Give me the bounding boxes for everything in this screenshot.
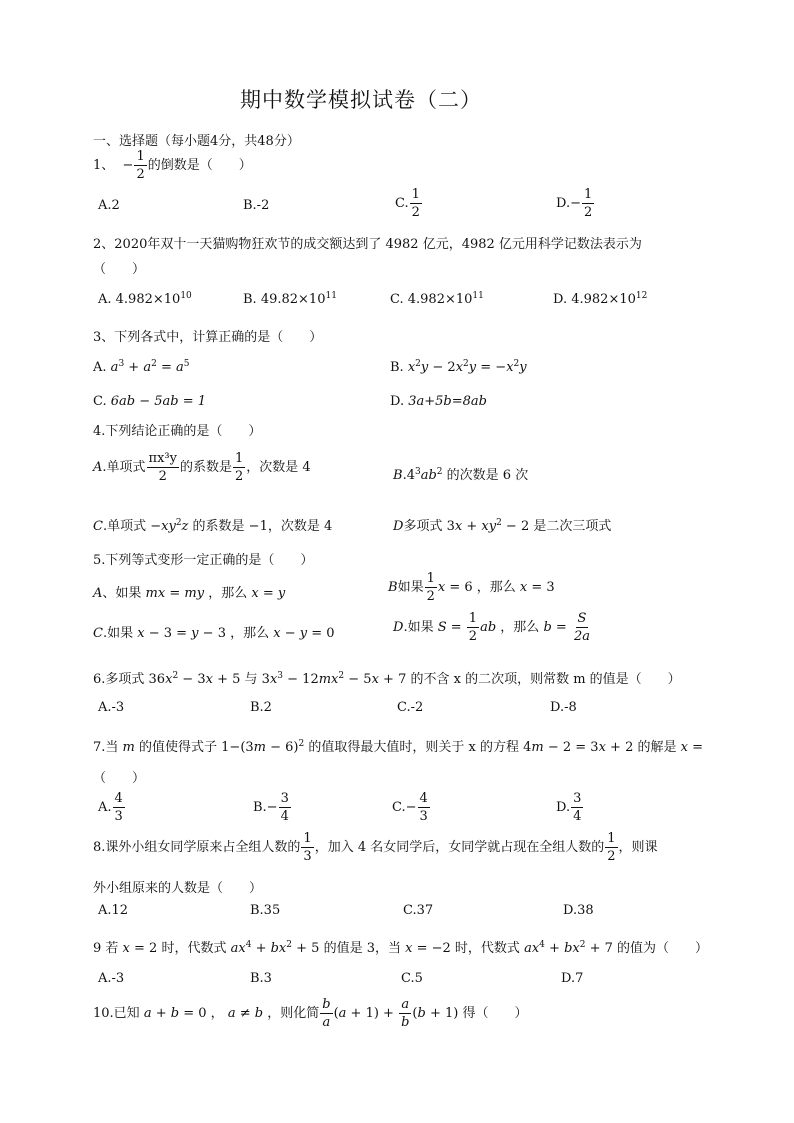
q9-option-b: B.3 xyxy=(250,971,272,986)
q6-option-c: C.-2 xyxy=(397,700,424,715)
q7-option-a: A. $\frac{4}{3}$ xyxy=(98,791,123,824)
q2-option-a: A. $4.982\times 10^{10}$ xyxy=(98,291,192,307)
q4-option-a: A.单项式 $\frac{\text{πx³y}}{2}$ 的系数是 $\frac{1}{2}$ ，次数是 4 xyxy=(93,451,311,484)
q8-option-d: D.38 xyxy=(563,903,594,918)
q3-option-a: A. $a^3 + a^2 = a^5$ xyxy=(93,359,190,375)
q7-option-d: D. $\frac{3}{4}$ xyxy=(556,791,582,824)
fraction: $\frac{\text{πx³y}}{2}$ xyxy=(148,451,177,484)
question-3: 3、下列各式中，计算正确的是（ ） xyxy=(93,330,323,345)
q8-option-b: B.35 xyxy=(250,903,281,918)
q8-option-a: A.12 xyxy=(98,903,129,918)
q5-option-c: C.如果 x − 3 = y − 3 ，那么 x − y = 0 xyxy=(93,626,335,641)
q9-option-a: A.-3 xyxy=(98,971,125,986)
q1-option-d: D.− $\frac{1}{2}$ xyxy=(556,187,593,220)
q4-option-c: C.单项式 $-xy^2z$ 的系数是 −1，次数是 4 xyxy=(93,518,333,534)
page-title: 期中数学模拟试卷（二） xyxy=(240,88,482,112)
question-2-blank: （ ） xyxy=(93,262,146,277)
q4-option-b: $B.4^3ab^2$ 的次数是 6 次 xyxy=(393,467,529,483)
question-1: 1、 − $\frac{1}{2}$ 的倒数是（ ） xyxy=(93,149,252,182)
question-10: 10.已知 a + b = 0 ， a ≠ b ，则化简 $\frac{b}{a}$ (a + 1) + $\frac{a}{b}$ (b + 1) 得（ ） xyxy=(93,997,528,1030)
q2-option-b: B. $49.82\times 10^{11}$ xyxy=(243,291,337,307)
fraction: $\frac{S}{2a}$ xyxy=(573,611,590,644)
q4-option-d: D多项式 $3x + xy^2 - 2$ 是二次三项式 xyxy=(393,518,612,534)
q6-option-d: D.-8 xyxy=(550,700,577,715)
fraction: $\frac{1}{2}$ xyxy=(136,149,145,182)
q1-option-c: C. $\frac{1}{2}$ xyxy=(395,187,420,220)
q8-option-c: C.37 xyxy=(403,903,434,918)
section-heading: 一、选择题（每小题4分，共48分） xyxy=(93,134,300,149)
fraction: $\frac{1}{2}$ xyxy=(468,611,478,644)
fraction: $\frac{4}{3}$ xyxy=(114,791,123,824)
fraction: $\frac{a}{b}$ xyxy=(401,997,410,1030)
fraction: $\frac{3}{4}$ xyxy=(280,791,289,824)
fraction: $\frac{1}{2}$ xyxy=(234,451,244,484)
question-2: 2、2020年双十一天猫购物狂欢节的成交额达到了 4982 亿元，4982 亿元用科学记数法表示为 xyxy=(93,237,642,252)
fraction: $\frac{4}{3}$ xyxy=(419,791,428,824)
fraction: $\frac{1}{2}$ xyxy=(426,571,435,604)
q5-option-d: D.如果 S = $\frac{1}{2}$ ab ，那么 b = $\frac{S}{2a}$ xyxy=(393,611,590,644)
fraction: $\frac{1}{3}$ xyxy=(303,831,312,864)
question-7-blank: （ ） xyxy=(93,771,146,786)
q3-option-c: C. 6ab − 5ab = 1 xyxy=(93,394,207,409)
q5-option-a: A、如果 mx = my ，那么 x = y xyxy=(93,586,286,601)
q2-option-c: C. $4.982\times 10^{11}$ xyxy=(390,291,484,307)
question-4: 4.下列结论正确的是（ ） xyxy=(93,424,262,439)
question-6: 6.多项式 $36x^2 - 3x + 5$ 与 $3x^3 - 12mx^2 - 5x + 7$ 的不含 x 的二次项，则常数 m 的值是（ ） xyxy=(93,671,681,687)
q9-option-c: C.5 xyxy=(401,971,423,986)
question-5: 5.下列等式变形一定正确的是（ ） xyxy=(93,553,314,568)
question-8-line2: 外小组原来的人数是（ ） xyxy=(93,881,263,896)
q7-option-c: C.− $\frac{4}{3}$ xyxy=(392,791,428,824)
q1-option-a: A.2 xyxy=(98,198,120,213)
question-8: 8.课外小组女同学原来占全组人数的 $\frac{1}{3}$ ，加入 4 名女同学后，女同学就占现在全组人数的 $\frac{1}{2}$ ，则课 xyxy=(93,831,658,864)
q7-option-b: B.− $\frac{3}{4}$ xyxy=(253,791,289,824)
question-7: 7.当 m 的值使得式子 $1-(3m - 6)^2$ 的值取得最大值时，则关于 x 的方程 4m − 2 = 3x + 2 的解是 x = xyxy=(93,739,704,755)
q6-option-a: A.-3 xyxy=(98,700,125,715)
question-9: 9 若 x = 2 时，代数式 $ax^4 + bx^2 + 5$ 的值是 3，当 x = −2 时，代数式 $ax^4 + bx^2 + 7$ 的值为（ ） xyxy=(93,940,709,956)
q3-option-d: D. 3a+5b=8ab xyxy=(390,394,487,409)
fraction: $\frac{1}{2}$ xyxy=(583,187,593,220)
fraction: $\frac{1}{2}$ xyxy=(607,831,616,864)
fraction: $\frac{3}{4}$ xyxy=(573,791,582,824)
q5-option-b: B如果 $\frac{1}{2}$ x = 6 ，那么 x = 3 xyxy=(388,571,555,604)
q3-option-b: B. $x^2y - 2x^2y = -x^2y$ xyxy=(390,359,527,375)
fraction: $\frac{1}{2}$ xyxy=(411,187,420,220)
q9-option-d: D.7 xyxy=(561,971,584,986)
q6-option-b: B.2 xyxy=(250,700,272,715)
q1-option-b: B.-2 xyxy=(243,198,270,213)
q2-option-d: D. $4.982\times 10^{12}$ xyxy=(553,291,648,307)
fraction: $\frac{b}{a}$ xyxy=(322,997,331,1030)
